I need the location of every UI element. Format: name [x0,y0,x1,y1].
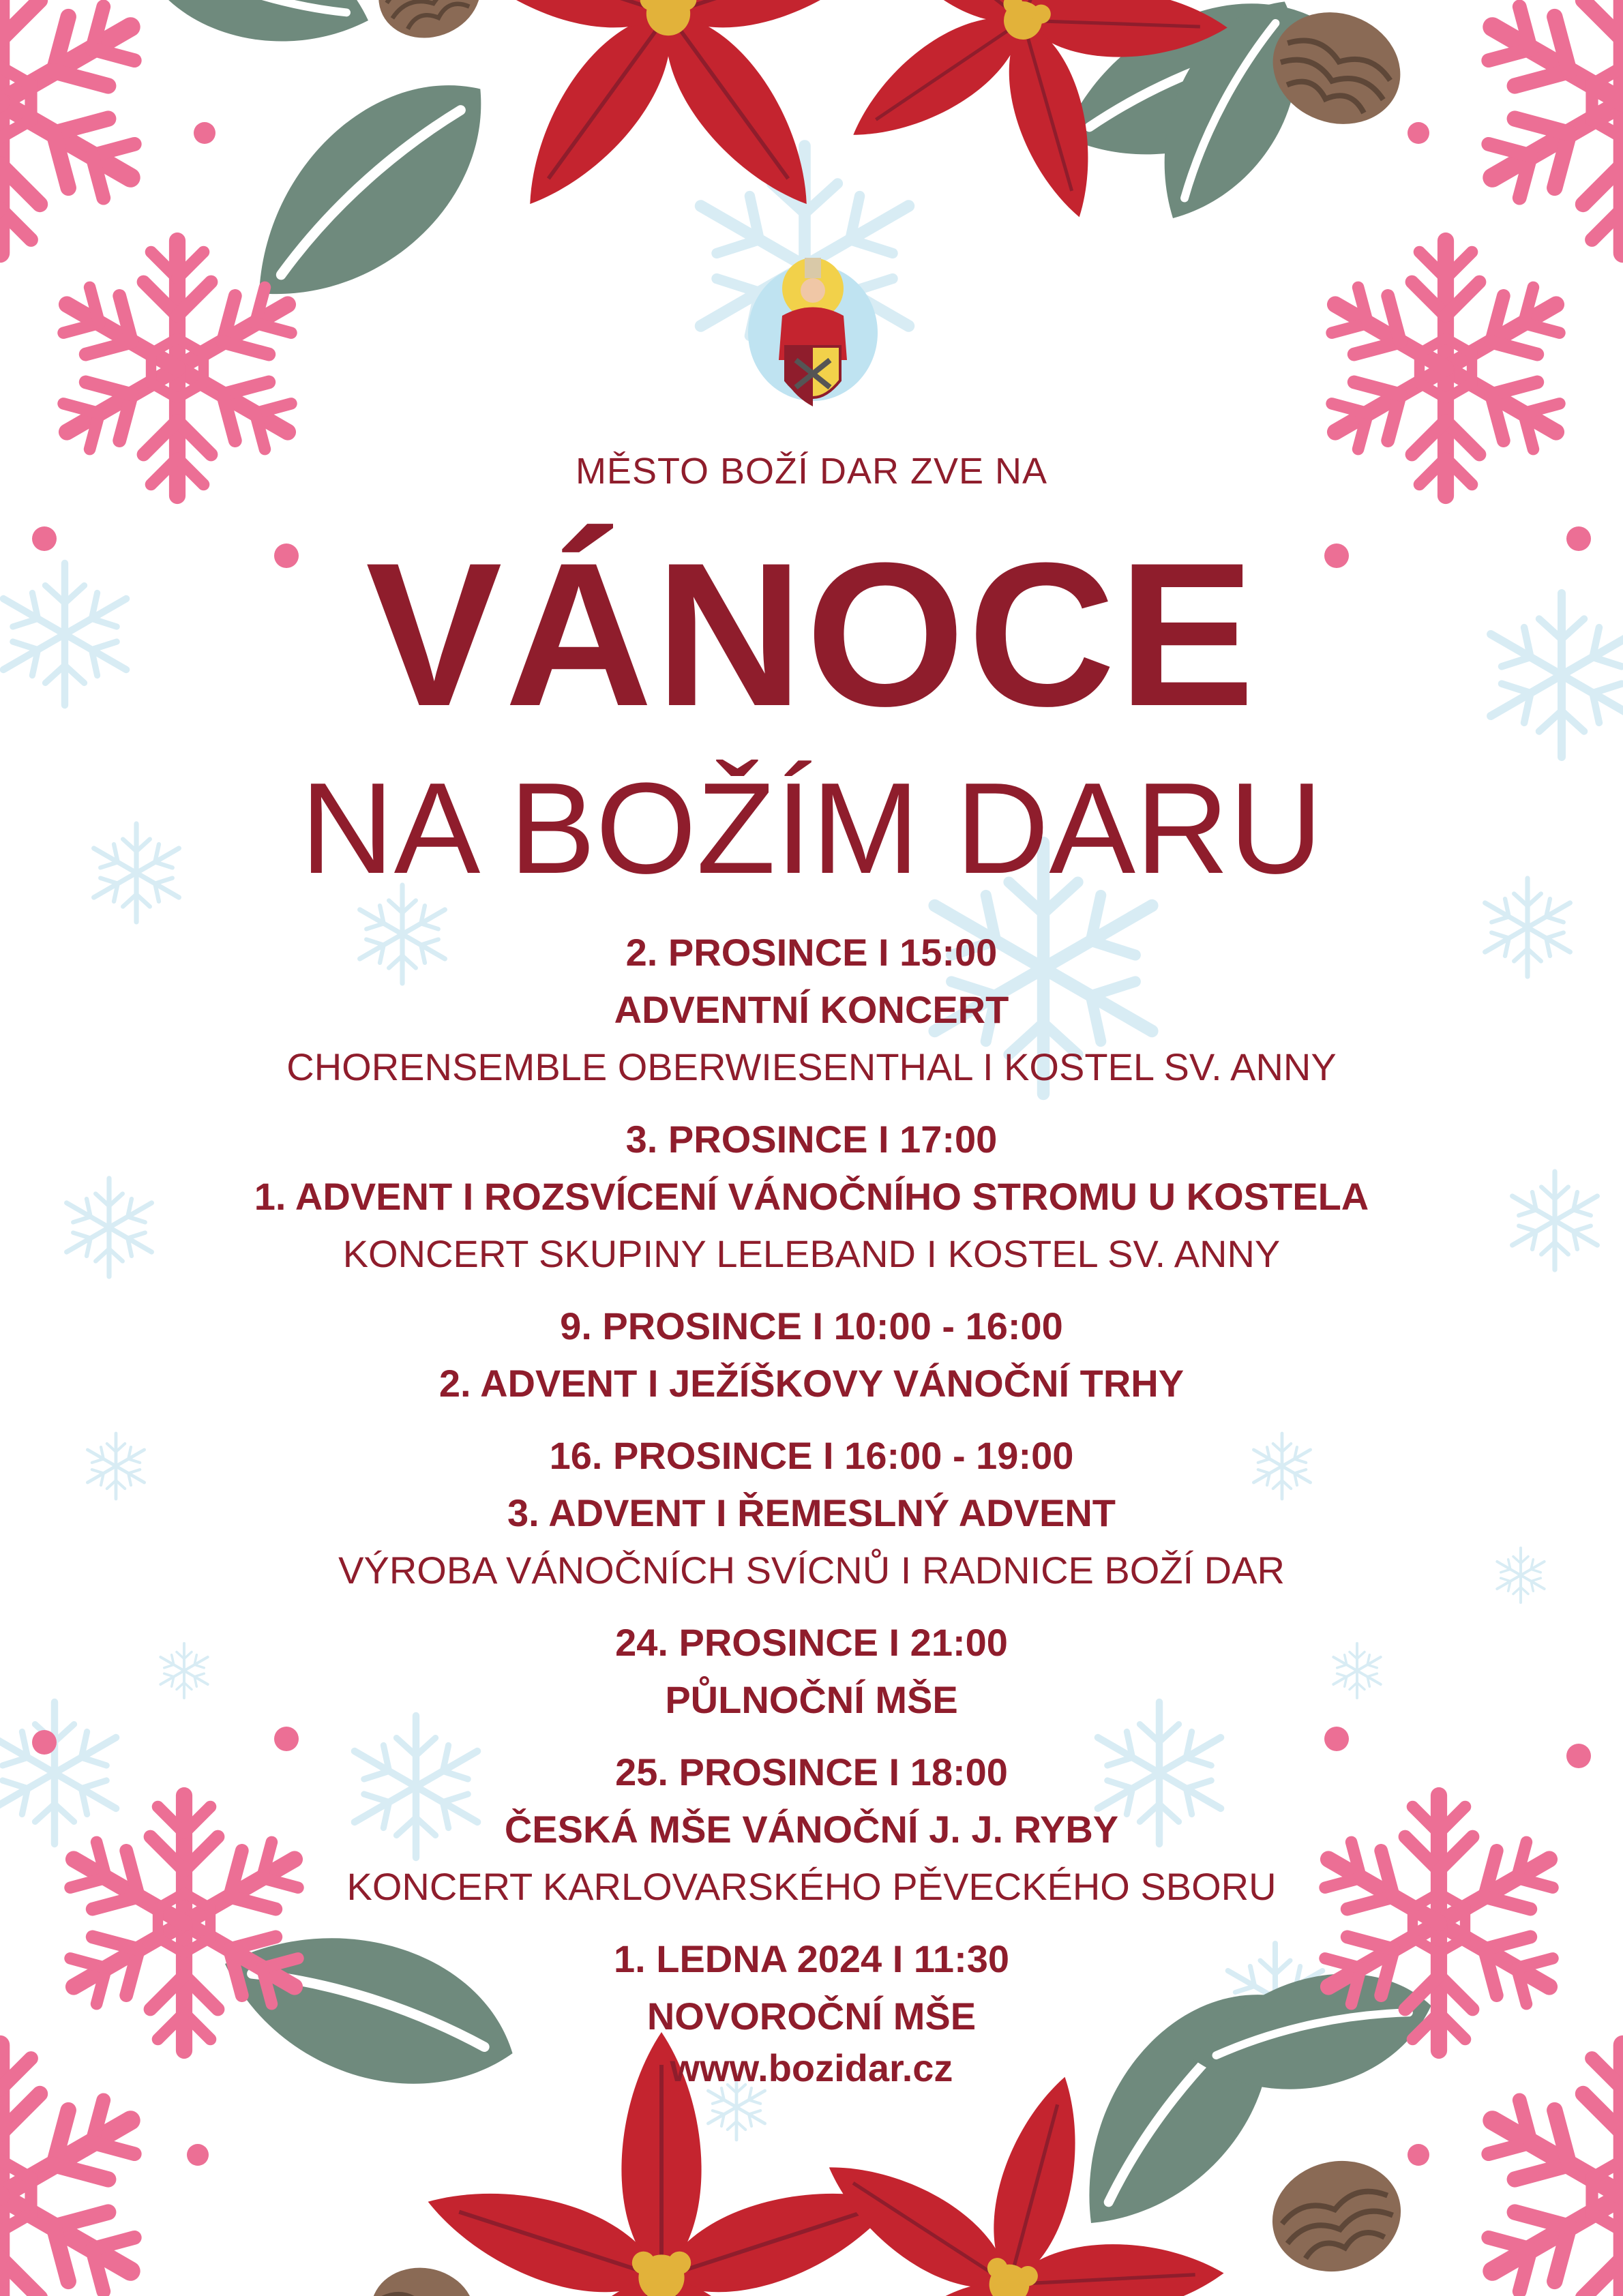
event-date: 25. PROSINCE I 18:00 [615,1750,1008,1793]
invite-text: MĚSTO BOŽÍ DAR ZVE NA [575,451,1048,492]
event-detail: KONCERT KARLOVARSKÉHO PĚVECKÉHO SBORU [346,1865,1277,1908]
event-title: 2. ADVENT I JEŽÍŠKOVY VÁNOČNÍ TRHY [438,1362,1185,1405]
event-list [0,924,1623,2060]
town-crest-emblem [745,251,881,421]
event-date: 3. PROSINCE I 17:00 [625,1118,998,1161]
page-title: VÁNOCE [366,520,1257,749]
event-date: 9. PROSINCE I 10:00 - 16:00 [560,1304,1063,1347]
event-detail: CHORENSEMBLE OBERWIESENTHAL I KOSTEL SV. ANNY [286,1045,1337,1088]
event-title: ADVENTNÍ KONCERT [614,988,1009,1031]
event-date: 16. PROSINCE I 16:00 - 19:00 [549,1434,1074,1477]
website-link[interactable]: www.bozidar.cz [670,2046,953,2089]
event-title: 3. ADVENT I ŘEMESLNÝ ADVENT [507,1491,1116,1534]
page-subtitle: NA BOŽÍM DARU [300,756,1323,901]
event-date: 24. PROSINCE I 21:00 [615,1621,1008,1664]
event-detail: KONCERT SKUPINY LELEBAND I KOSTEL SV. ANNY [342,1232,1281,1275]
event-item [0,1427,1623,1599]
event-title: NOVOROČNÍ MŠE [646,1995,977,2038]
event-detail: VÝROBA VÁNOČNÍCH SVÍCNŮ I RADNICE BOŽÍ DAR [338,1549,1285,1592]
event-title: PŮLNOČNÍ MŠE [665,1678,958,1721]
event-item [0,1298,1623,1412]
event-item [0,1111,1623,1283]
event-item [0,1930,1623,2045]
event-date: 2. PROSINCE I 15:00 [625,931,998,974]
event-date: 1. LEDNA 2024 I 11:30 [613,1937,1009,1980]
event-item [0,924,1623,1096]
event-item [0,1614,1623,1729]
event-title: ČESKÁ MŠE VÁNOČNÍ J. J. RYBY [504,1808,1119,1851]
event-title: 1. ADVENT I ROZSVÍCENÍ VÁNOČNÍHO STROMU U KOSTELA [254,1175,1369,1218]
event-item [0,1744,1623,1915]
